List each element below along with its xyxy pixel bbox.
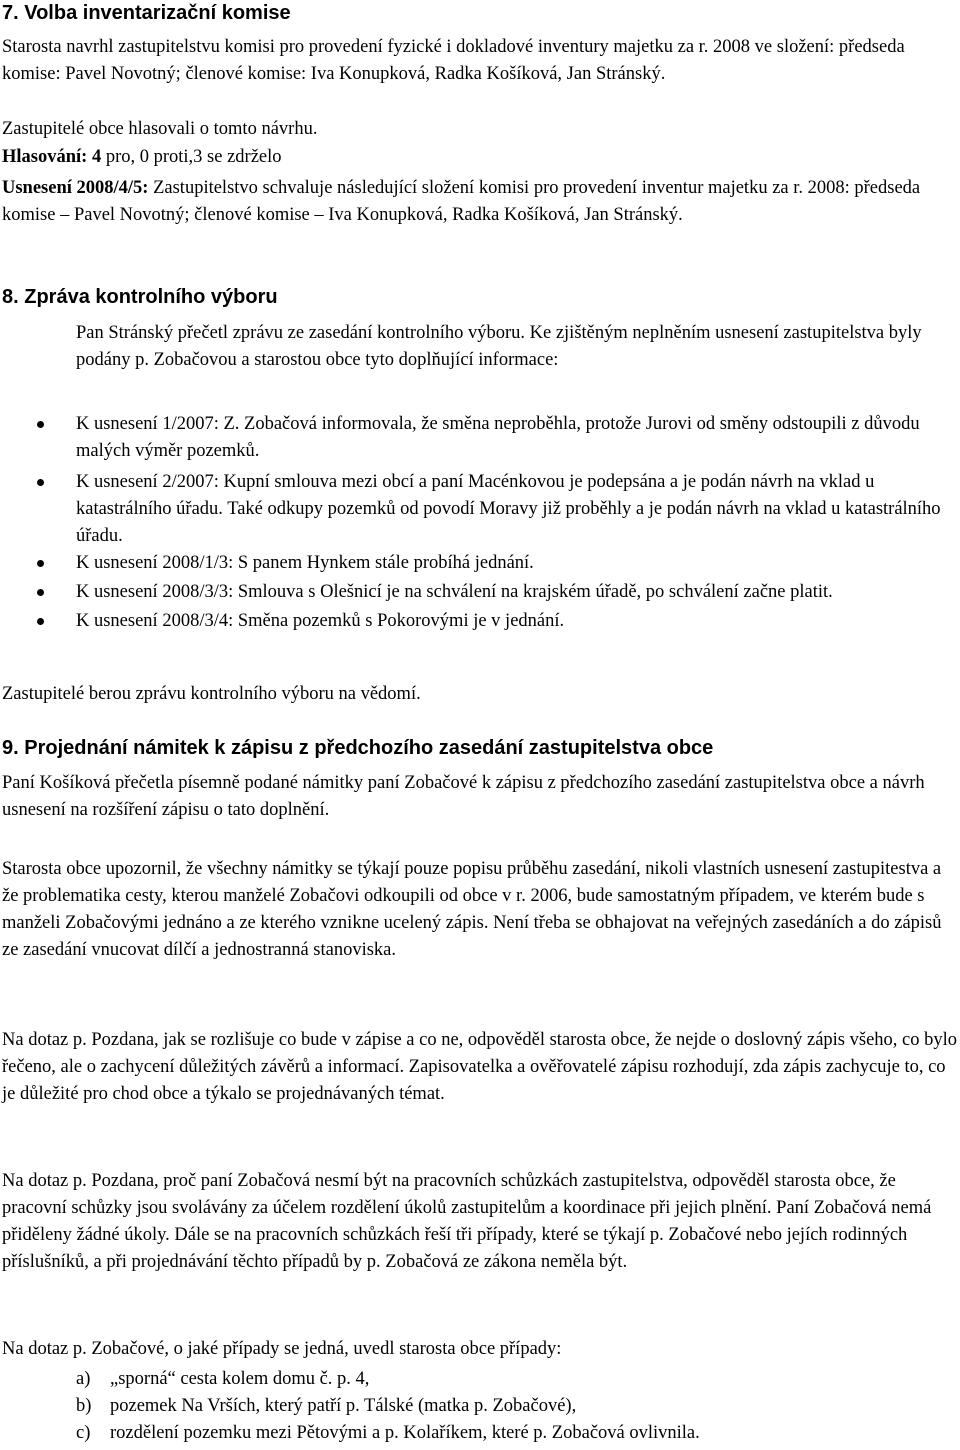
list-item — [0, 608, 958, 635]
list-item-text: „sporná“ cesta kolem domu č. p. 4, — [110, 1369, 370, 1389]
list-item — [0, 1366, 958, 1393]
section-9-paragraph-mayor-response: Starosta obce upozornil, že všechny námitky se týkají pouze popisu průběhu zasedání, nikoli vlastních usnesení zastupitestva a že problematika cesty, kterou manželé Zobačovi odkoupili od obce v r. 2006, bude samostatným případem, ve kterém bude s manželi Zobačovými jednáno a ze kterého vznikne ucelený zápis. Není třeba se obhajovat na veřejných zasedáních a do zápisů ze zasedání vnucovat dílčí a jednostranná stanoviska. — [2, 859, 942, 960]
bullet-icon — [37, 560, 44, 567]
list-item — [0, 1393, 958, 1420]
section-9-paragraph-question-cases: Na dotaz p. Zobačové, o jaké případy se jedná, uvedl starosta obce případy: — [2, 1339, 562, 1359]
section-7-paragraph-vote-intro: Zastupitelé obce hlasovali o tomto návrhu. — [2, 119, 318, 139]
section-7-resolution — [2, 175, 958, 229]
section-9-heading: 9. Projednání námitek k zápisu z předchozího zasedání zastupitelstva obce — [2, 737, 714, 759]
list-item — [0, 411, 958, 465]
section-7-vote-result — [2, 144, 958, 171]
bullet-icon — [37, 479, 44, 486]
list-marker: a) — [76, 1369, 91, 1389]
list-item-text: K usnesení 2008/1/3: S panem Hynkem stále probíhá jednání. — [76, 553, 534, 573]
section-8-heading: 8. Zpráva kontrolního výboru — [2, 286, 278, 308]
vote-label: Hlasování: 4 — [2, 147, 102, 167]
bullet-icon — [37, 589, 44, 596]
section-9-paragraph-question-record: Na dotaz p. Pozdana, jak se rozlišuje co bude v zápise a co ne, odpověděl starosta obce, že nejde o doslovný zápis všeho, co bylo řečeno, ale o zachycení důležitých závěrů a informací. Zapisovatelka a ověřovatelé zápisu rozhodují, zda zápis zachycuje to, co je důležité pro chod obce a týkalo se projednávaných témat. — [2, 1030, 958, 1104]
list-marker: b) — [76, 1396, 92, 1416]
list-item — [0, 469, 958, 550]
cases-list — [0, 1366, 958, 1447]
bullet-icon — [37, 421, 44, 428]
vote-counts: pro, 0 proti,3 se zdrželo — [101, 147, 282, 167]
list-item — [0, 550, 958, 577]
section-7-paragraph-proposal: Starosta navrhl zastupitelstvu komisi pro provedení fyzické i dokladové inventury majetku za r. 2008 ve složení: předseda komise: Pavel Novotný; členové komise: Iva Konupková, Radka Košíková, Jan Stránský. — [2, 37, 905, 84]
control-committee-findings-list — [0, 411, 958, 635]
list-item-text: K usnesení 1/2007: Z. Zobačová informovala, že směna neproběhla, protože Jurovi od směny odstoupili z důvodu malých výměr pozemků. — [76, 414, 920, 461]
list-item-text: K usnesení 2008/3/4: Směna pozemků s Pokorovými je v jednání. — [76, 611, 565, 631]
list-marker: c) — [76, 1423, 91, 1443]
bullet-icon — [37, 618, 44, 625]
resolution-text: Zastupitelstvo schvaluje následující složení komisi pro provedení inventur majetku za r. 2008: předseda komise – Pavel Novotný; členové komise – Iva Konupková, Radka Košíková, Jan Stránský. — [2, 178, 921, 225]
section-7-heading: 7. Volba inventarizační komise — [2, 2, 291, 24]
section-8-closing: Zastupitelé berou zprávu kontrolního výboru na vědomí. — [2, 684, 421, 704]
list-item — [0, 579, 958, 606]
list-item-text: pozemek Na Vrších, který patří p. Tálské (matka p. Zobačové), — [110, 1396, 577, 1416]
resolution-label: Usnesení 2008/4/5: — [2, 178, 149, 198]
list-item — [0, 1420, 958, 1447]
list-item-text: K usnesení 2/2007: Kupní smlouva mezi obcí a paní Macénkovou je podepsána a je podán návrh na vklad u katastrálního úřadu. Také odkupy pozemků od povodí Moravy již proběhly a je podán návrh na vklad u katastrálního úřadu. — [76, 472, 941, 546]
section-8-intro: Pan Stránský přečetl zprávu ze zasedání kontrolního výboru. Ke zjištěným neplněním usnesení zastupitelstva byly podány p. Zobačovou a starostou obce tyto doplňující informace: — [76, 323, 922, 370]
section-9-paragraph-question-meetings: Na dotaz p. Pozdana, proč paní Zobačová nesmí být na pracovních schůzkách zastupitelstva, odpověděl starosta obce, že pracovní schůzky jsou svolávány za účelem rozdělení úkolů zastupitelům a koordinace při jejich plnění. Paní Zobačová nemá přiděleny žádné úkoly. Dále se na pracovních schůzkách řeší tři případy, které se týkají p. Zobačové nebo jejích rodinných příslušníků, a při projednávání těchto případů by p. Zobačová ze zákona neměla být. — [2, 1171, 932, 1272]
section-9-paragraph-objections: Paní Košíková přečetla písemně podané námitky paní Zobačové k zápisu z předchozího zasedání zastupitelstva obce a návrh usnesení na rozšíření zápisu o tato doplnění. — [2, 773, 925, 820]
list-item-text: rozdělení pozemku mezi Pětovými a p. Kolaříkem, které p. Zobačová ovlivnila. — [110, 1423, 700, 1443]
list-item-text: K usnesení 2008/3/3: Smlouva s Olešnicí je na schválení na krajském úřadě, po schválení začne platit. — [76, 582, 833, 602]
